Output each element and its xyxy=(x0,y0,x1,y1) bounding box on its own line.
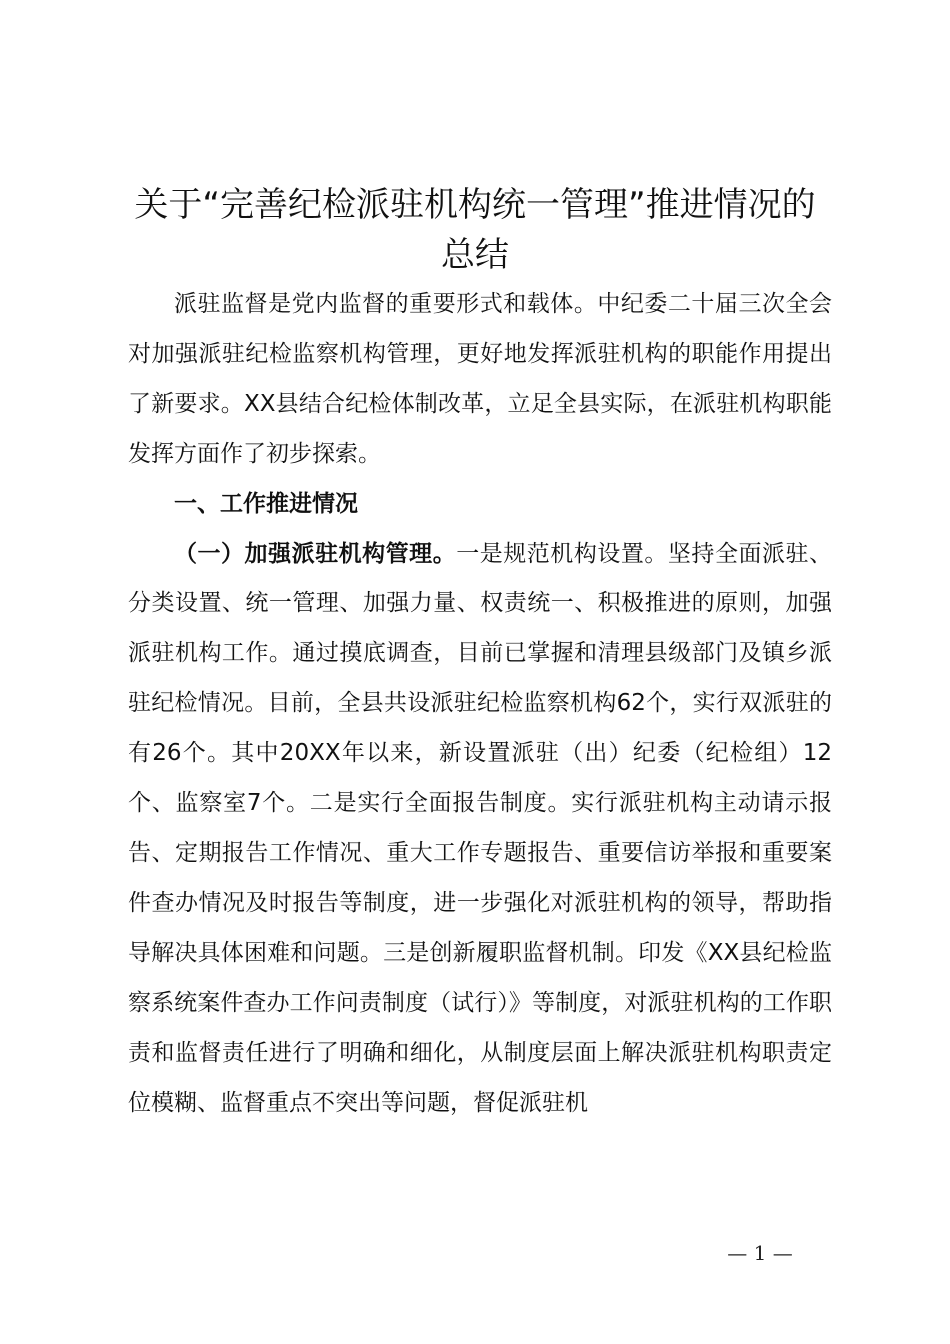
document-title xyxy=(100,180,850,280)
section-heading-1: 一、工作推进情况 xyxy=(174,490,358,517)
subsection-body-1: 一是规范机构设置。坚持全面派驻、分类设置、统一管理、加强力量、权责统一、积极推进的原则，加强派驻机构工作。通过摸底调查，目前已掌握和清理县级部门及镇乡派驻纪检情况。目前，全县共设派驻纪检监察机构62个，实行双派驻的有26个。其中20XX年以来，新设置派驻（出）纪委（纪检组）12个、监察室7个。二是实行全面报告制度。实行派驻机构主动请示报告、定期报告工作情况、重大工作专题报告、重要信访举报和重要案件查办情况及时报告等制度，进一步强化对派驻机构的领导，帮助指导解决具体困难和问题。三是创新履职监督机制。印发《XX县纪检监察系统案件查办工作问责制度（试行）》等制度，对派驻机构的工作职责和监督责任进行了明确和细化，从制度层面上解决派驻机构职责定位模糊、监督重点不突出等问题，督促派驻机 xyxy=(128,540,833,1116)
intro-paragraph: 派驻监督是党内监督的重要形式和载体。中纪委二十届三次全会对加强派驻纪检监察机构管理，更好地发挥派驻机构的职能作用提出了新要求。XX县结合纪检体制改革，立足全县实际，在派驻机构职能发挥方面作了初步探索。 xyxy=(128,291,832,467)
title-line-1: 关于“完善纪检派驻机构统一管理”推进情况的 xyxy=(134,185,816,225)
subsection-paragraph-1 xyxy=(128,530,832,1129)
page-number: — 1 — xyxy=(727,1241,793,1265)
title-line-2: 总结 xyxy=(441,235,509,275)
document-body xyxy=(128,280,832,1128)
subsection-heading-1: （一）加强派驻机构管理。 xyxy=(174,540,457,567)
